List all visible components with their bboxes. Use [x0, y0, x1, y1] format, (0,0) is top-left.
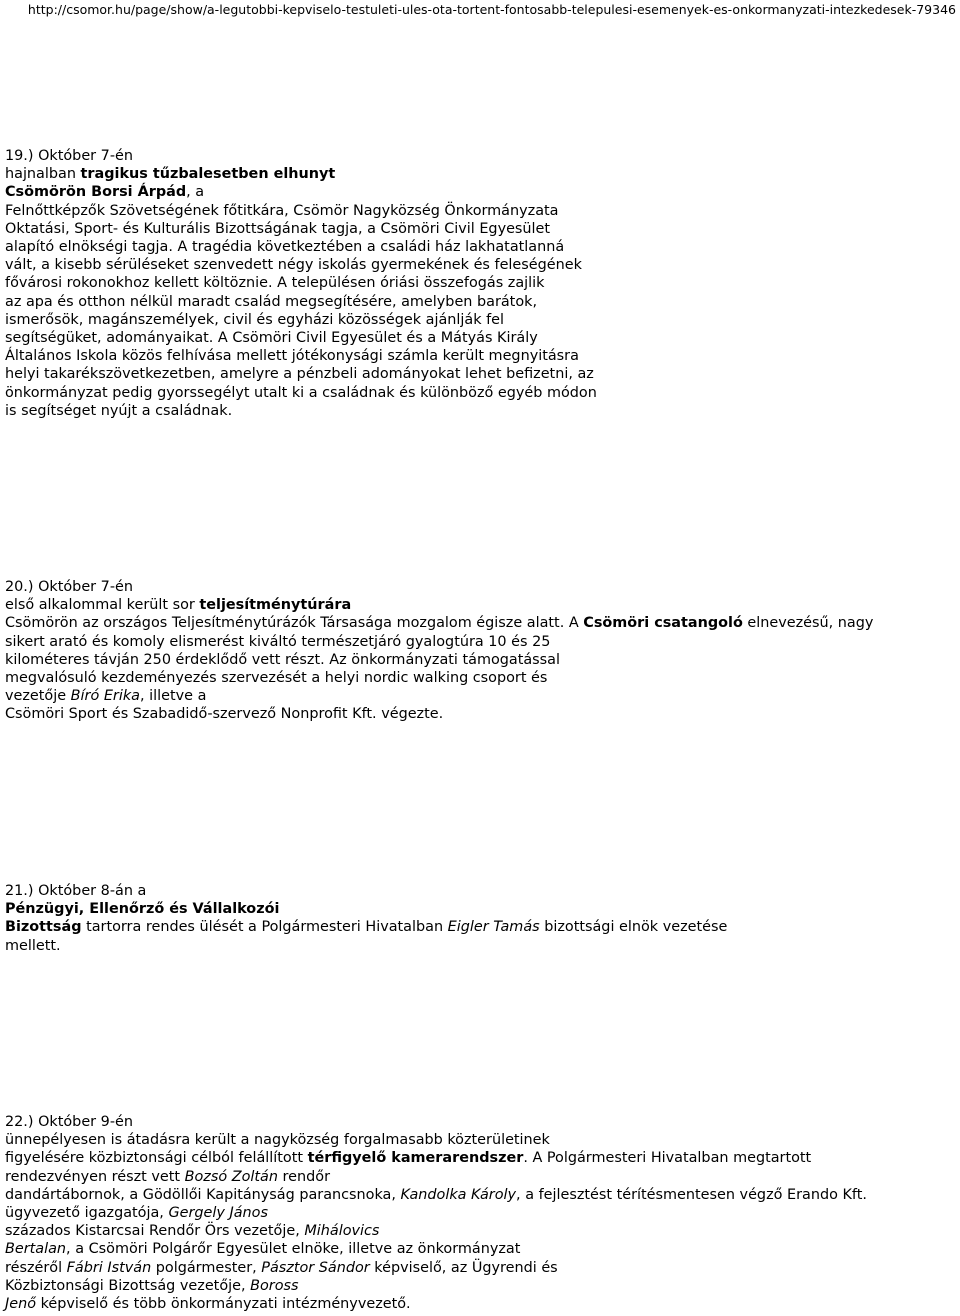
text-run: ismerősök, magánszemélyek, civil és egyházi közösségek ajánlják fel [5, 311, 505, 328]
text-run: , a [186, 184, 205, 201]
text-run: 20.) Október 7-én [5, 579, 133, 595]
text-line [5, 633, 955, 651]
text-line [5, 705, 955, 723]
text-line [5, 147, 955, 165]
text-line [5, 293, 955, 311]
italic-name: Bíró Erika [70, 688, 140, 705]
italic-name: Pásztor Sándor [261, 1259, 370, 1276]
text-run: sikert arató és komoly elismerést kiváltó természetjáró gyalogtúra 10 és 25 [5, 633, 551, 650]
italic-name: Eigler Tamás [447, 919, 540, 936]
text-line [5, 402, 955, 420]
page-url-header: http://csomor.hu/page/show/a-legutobbi-kepviselo-testuleti-ules-ota-tortent-fontosabb-telepulesi-esemenyek-es-onkormanyzati-intezkedesek-79346 [27, 2, 956, 17]
bold-text: Csömöri csatangoló [583, 615, 743, 632]
text-run: megvalósuló kezdeményezés szervezését a helyi nordic walking csoport és [5, 670, 548, 687]
text-run: , a Csömöri Polgárőr Egyesület elnöke, illetve az önkormányzat [66, 1241, 521, 1258]
text-line [5, 1168, 955, 1186]
text-line [5, 614, 955, 632]
text-run: 19.) Október 7-én [5, 148, 133, 164]
italic-name: Bertalan [5, 1241, 67, 1258]
text-line [5, 578, 955, 596]
text-run: alapító elnökségi tagja. A tragédia következtében a családi ház lakhatatlanná [5, 239, 565, 256]
news-item-22 [5, 1113, 955, 1313]
text-run: Közbiztonsági Bizottság vezetője, [5, 1277, 251, 1294]
text-run: Oktatási, Sport- és Kulturális Bizottságának tagja, a Csömöri Civil Egyesület [5, 220, 551, 237]
text-run: 22.) Október 9-én [5, 1114, 133, 1130]
text-line [5, 937, 955, 955]
text-line [5, 274, 955, 292]
text-line [5, 183, 955, 201]
text-line [5, 918, 955, 936]
bold-text: Bizottság [5, 919, 82, 936]
text-run: vált, a kisebb sérüléseket szenvedett négy iskolás gyermekének és feleségének [5, 257, 582, 274]
bold-text: Pénzügyi, Ellenőrző és Vállalkozói [5, 901, 280, 918]
text-line [5, 384, 955, 402]
text-run: figyelésére közbiztonsági célból felállított [5, 1150, 308, 1167]
text-run: mellett. [5, 937, 61, 954]
text-run: az apa és otthon nélkül maradt család megsegítésére, amelyben barátok, [5, 293, 538, 310]
text-line [5, 165, 955, 183]
text-run: rendezvényen részt vett [5, 1168, 185, 1185]
italic-name: Kandolka Károly [400, 1186, 517, 1203]
text-line [5, 347, 955, 365]
text-line [5, 329, 955, 347]
italic-name: Jenő [5, 1296, 37, 1313]
text-line [5, 256, 955, 274]
text-line [5, 1295, 955, 1313]
text-run: dandártábornok, a Gödöllői Kapitányság parancsnoka, [5, 1186, 401, 1203]
italic-name: Fábri István [66, 1259, 152, 1276]
text-run: hajnalban [5, 166, 81, 183]
text-run: képviselő és több önkormányzati intézményvezető. [36, 1296, 411, 1313]
text-line [5, 311, 955, 329]
text-line [5, 365, 955, 383]
text-line [5, 651, 955, 669]
text-line [5, 596, 955, 614]
bold-text: tragikus tűzbalesetben elhunyt [80, 166, 336, 183]
text-run: rendőr [277, 1168, 330, 1185]
text-line [5, 1204, 955, 1222]
news-item-20 [5, 578, 955, 724]
italic-name: Mihálovics [304, 1223, 380, 1240]
text-run: önkormányzat pedig gyorssegélyt utalt ki a családnak és különböző egyéb módon [5, 384, 597, 401]
text-line [5, 220, 955, 238]
text-line [5, 1186, 955, 1204]
text-run: részéről [5, 1259, 67, 1276]
news-item-21 [5, 882, 955, 955]
text-line [5, 1259, 955, 1277]
text-run: ügyvezető igazgatója, [5, 1205, 169, 1222]
text-run: első alkalommal került sor [5, 597, 200, 614]
text-run: képviselő, az Ügyrendi és [369, 1259, 558, 1276]
text-run: helyi takarékszövetkezetben, amelyre a pénzbeli adományokat lehet befizetni, az [5, 366, 594, 383]
text-run: kilométeres távján 250 érdeklődő vett részt. Az önkormányzati támogatással [5, 651, 560, 668]
text-line [5, 1131, 955, 1149]
text-line [5, 669, 955, 687]
text-run: , illetve a [139, 688, 207, 705]
text-run: fővárosi rokonokhoz kellett költöznie. A településen óriási összefogás zajlik [5, 275, 545, 292]
text-run: ünnepélyesen is átadásra került a nagyközség forgalmasabb közterületinek [5, 1132, 550, 1149]
text-run: elnevezésű, nagy [742, 615, 874, 632]
text-line [5, 1222, 955, 1240]
bold-text: térfigyelő kamerarendszer [307, 1150, 524, 1167]
text-line [5, 202, 955, 220]
italic-name: Boross [250, 1277, 299, 1294]
text-run: százados Kistarcsai Rendőr Örs vezetője, [5, 1223, 305, 1240]
text-run: is segítséget nyújt a családnak. [5, 402, 233, 419]
text-line [5, 882, 955, 900]
text-run: Felnőttképzők Szövetségének főtitkára, Csömör Nagyközség Önkormányzata [5, 202, 559, 219]
text-line [5, 1149, 955, 1167]
text-line [5, 1277, 955, 1295]
text-run: tartorra rendes ülését a Polgármesteri Hivatalban [81, 919, 448, 936]
text-run: 21.) Október 8-án a [5, 883, 147, 899]
text-run: Csömörön az országos Teljesítménytúrázók Társasága mozgalom égisze alatt. A [5, 615, 584, 632]
text-run: Csömöri Sport és Szabadidő-szervező Nonprofit Kft. végezte. [5, 706, 444, 723]
bold-text: teljesítménytúrára [199, 597, 352, 614]
text-line [5, 687, 955, 705]
italic-name: Bozsó Zoltán [184, 1168, 278, 1185]
text-line [5, 1240, 955, 1258]
text-run: polgármester, [151, 1259, 262, 1276]
news-item-19 [5, 147, 955, 420]
text-run: bizottsági elnök vezetése [539, 919, 728, 936]
text-run: . A Polgármesteri Hivatalban megtartott [523, 1150, 812, 1167]
text-line [5, 238, 955, 256]
text-line [5, 900, 955, 918]
bold-text: Csömörön Borsi Árpád [5, 184, 187, 201]
italic-name: Gergely János [168, 1205, 268, 1222]
text-run: vezetője [5, 688, 71, 705]
text-line [5, 1113, 955, 1131]
text-run: , a fejlesztést térítésmentesen végző Erando Kft. [516, 1186, 867, 1203]
text-run: Általános Iskola közös felhívása mellett jótékonysági számla került megnyitásra [5, 348, 579, 365]
text-run: segítségüket, adományaikat. A Csömöri Civil Egyesület és a Mátyás Király [5, 330, 538, 347]
